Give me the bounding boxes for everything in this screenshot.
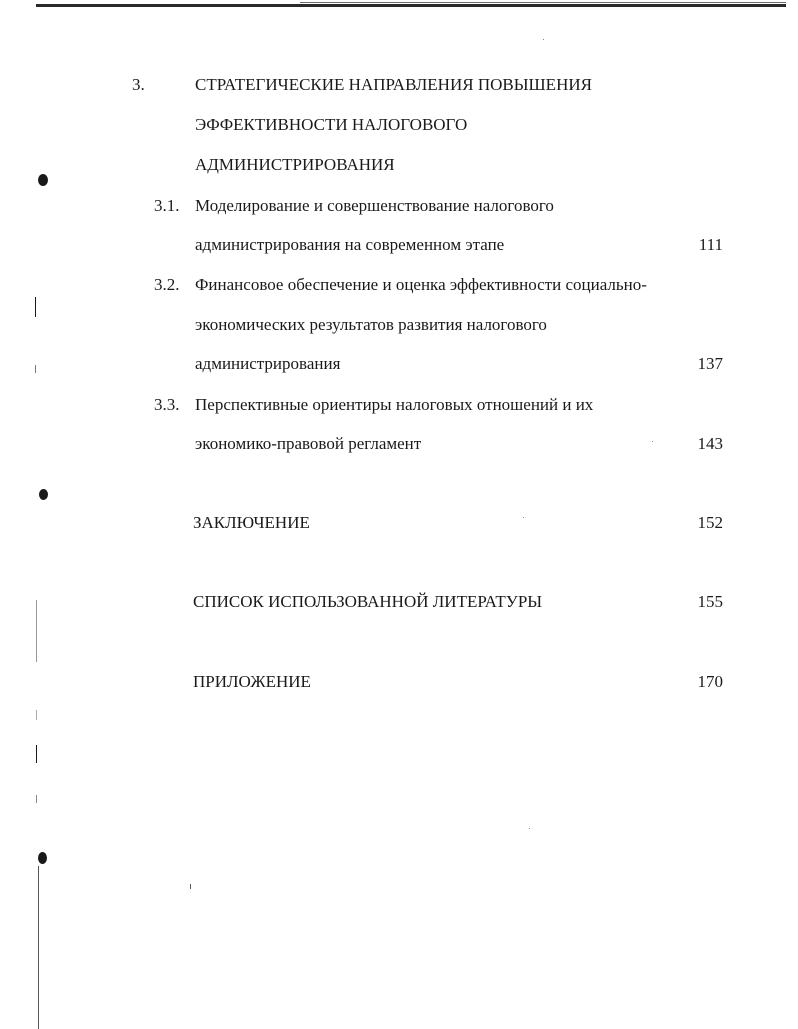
scan-speck bbox=[543, 39, 544, 40]
bibliography-label: СПИСОК ИСПОЛЬЗОВАННОЙ ЛИТЕРАТУРЫ bbox=[193, 592, 543, 611]
binding-hole-mark bbox=[38, 852, 47, 864]
chapter-title-line-2: ЭФФЕКТИВНОСТИ НАЛОГОВОГО bbox=[195, 115, 468, 134]
margin-scan-line bbox=[36, 795, 37, 803]
chapter-title-line-3: АДМИНИСТРИРОВАНИЯ bbox=[195, 155, 395, 174]
binding-hole-mark bbox=[38, 174, 48, 186]
page-number: 170 bbox=[697, 672, 723, 691]
page-number: 155 bbox=[697, 592, 723, 611]
chapter-title-line-1: СТРАТЕГИЧЕСКИЕ НАПРАВЛЕНИЯ ПОВЫШЕНИЯ bbox=[195, 75, 592, 94]
section-title-line-1: Финансовое обеспечение и оценка эффективности социально- bbox=[195, 275, 647, 294]
margin-scan-line bbox=[36, 600, 37, 662]
page-number: 152 bbox=[697, 513, 723, 532]
section-title-line-1: Перспективные ориентиры налоговых отношений и их bbox=[195, 395, 594, 414]
section-number: 3.2. bbox=[154, 275, 180, 294]
scan-top-border bbox=[36, 4, 786, 7]
section-number: 3.1. bbox=[154, 196, 180, 215]
section-number: 3.3. bbox=[154, 395, 180, 414]
appendix-label: ПРИЛОЖЕНИЕ bbox=[193, 672, 311, 691]
margin-scan-line bbox=[36, 745, 37, 763]
binding-hole-mark bbox=[39, 489, 48, 500]
margin-scan-line bbox=[38, 866, 39, 1029]
scan-speck bbox=[523, 517, 524, 518]
section-title-line-2: администрирования на современном этапе bbox=[195, 235, 505, 254]
scan-speck bbox=[652, 441, 653, 442]
margin-scan-line bbox=[35, 365, 36, 373]
section-title-line-3: администрирования bbox=[195, 354, 341, 373]
page-number: 137 bbox=[697, 354, 723, 373]
conclusion-label: ЗАКЛЮЧЕНИЕ bbox=[193, 513, 310, 532]
page-number: 143 bbox=[697, 434, 723, 453]
margin-scan-line bbox=[35, 297, 36, 317]
scan-speck bbox=[529, 828, 530, 829]
chapter-number: 3. bbox=[132, 75, 145, 94]
section-title-line-2: экономико-правовой регламент bbox=[195, 434, 422, 453]
scan-top-border-thin bbox=[300, 2, 786, 3]
section-title-line-1: Моделирование и совершенствование налогового bbox=[195, 196, 554, 215]
scan-speck bbox=[190, 884, 191, 889]
margin-scan-line bbox=[36, 710, 37, 720]
page-number: 111 bbox=[698, 235, 723, 254]
section-title-line-2: экономических результатов развития налогового bbox=[195, 315, 547, 334]
